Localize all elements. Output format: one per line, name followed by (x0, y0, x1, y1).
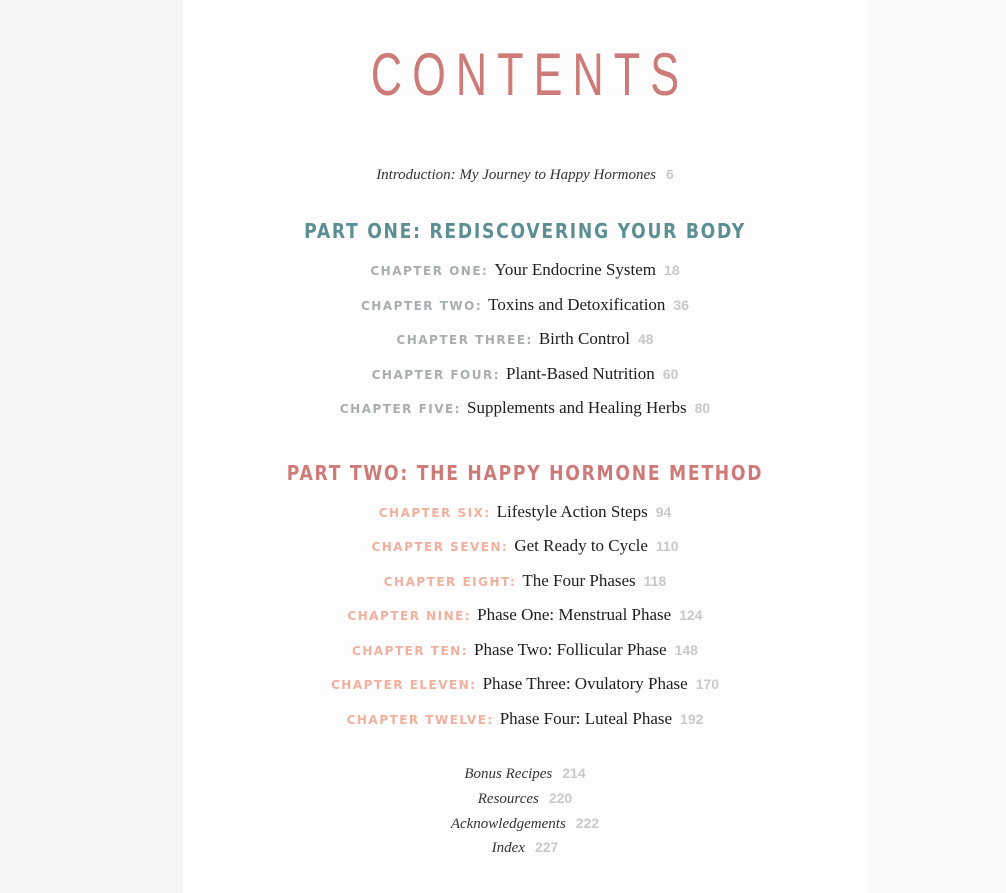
toc-entry-title: Introduction: My Journey to Happy Hormones (376, 167, 656, 183)
toc-page-number: 6 (666, 166, 674, 182)
chapter-title: Plant-Based Nutrition (506, 364, 655, 383)
chapter-label: CHAPTER FIVE: (339, 402, 462, 416)
toc-page-number: 227 (534, 839, 559, 855)
chapter-title: Lifestyle Action Steps (496, 502, 648, 521)
toc-chapter-eleven[interactable] (183, 674, 867, 694)
toc-entry-title: Acknowledgements (450, 816, 566, 832)
toc-entry-title: Bonus Recipes (464, 766, 553, 782)
chapter-page-number: 148 (674, 642, 698, 658)
toc-chapter-seven[interactable] (183, 536, 867, 556)
chapter-label: CHAPTER SIX: (378, 506, 491, 520)
chapter-label: CHAPTER THREE: (396, 333, 533, 347)
toc-chapter-nine[interactable] (183, 605, 867, 625)
toc-chapter-eight[interactable] (183, 571, 867, 591)
chapter-page-number: 124 (679, 607, 703, 623)
chapter-page-number: 118 (643, 573, 667, 589)
chapter-page-number: 192 (680, 711, 704, 727)
chapter-title: Phase Three: Ovulatory Phase (482, 674, 688, 693)
chapter-title: Get Ready to Cycle (514, 536, 648, 555)
toc-chapter-one[interactable] (183, 260, 867, 280)
toc-page-number: 222 (575, 815, 600, 831)
toc-acknowledgements[interactable] (183, 813, 867, 833)
chapter-title: The Four Phases (522, 571, 636, 590)
chapter-label: CHAPTER TWO: (360, 299, 483, 313)
part-two-heading: PART TWO: THE HAPPY HORMONE METHOD (286, 461, 764, 485)
toc-introduction[interactable] (183, 164, 867, 184)
toc-chapter-ten[interactable] (183, 640, 867, 660)
chapter-label: CHAPTER ONE: (370, 264, 489, 278)
toc-chapter-five[interactable] (183, 398, 867, 418)
book-page (183, 0, 867, 893)
toc-entry-title: Index (491, 840, 525, 856)
toc-resources[interactable] (183, 788, 867, 808)
toc-index[interactable] (183, 837, 867, 857)
chapter-page-number: 170 (695, 676, 720, 692)
toc-page-number: 214 (562, 765, 586, 781)
page-title: CONTENTS (370, 41, 690, 108)
chapter-page-number: 18 (664, 262, 680, 278)
chapter-page-number: 48 (637, 331, 654, 347)
part-one-heading: PART ONE: REDISCOVERING YOUR BODY (304, 219, 746, 243)
toc-page-number: 220 (548, 790, 573, 806)
chapter-title: Birth Control (538, 329, 630, 348)
chapter-label: CHAPTER FOUR: (371, 368, 501, 382)
chapter-title: Your Endocrine System (494, 260, 657, 279)
chapter-label: CHAPTER NINE: (347, 609, 472, 623)
chapter-page-number: 36 (673, 297, 689, 313)
chapter-page-number: 80 (694, 400, 711, 416)
toc-chapter-two[interactable] (183, 295, 867, 315)
toc-bonus-recipes[interactable] (183, 763, 867, 783)
chapter-title: Supplements and Healing Herbs (467, 398, 687, 417)
chapter-page-number: 60 (662, 366, 679, 382)
toc-chapter-twelve[interactable] (183, 709, 867, 729)
chapter-page-number: 110 (655, 538, 679, 554)
chapter-title: Phase Four: Luteal Phase (499, 709, 673, 728)
chapter-label: CHAPTER TWELVE: (346, 713, 494, 727)
chapter-title: Phase Two: Follicular Phase (474, 640, 667, 659)
toc-chapter-four[interactable] (183, 364, 867, 384)
chapter-label: CHAPTER ELEVEN: (330, 678, 477, 692)
chapter-page-number: 94 (655, 504, 672, 520)
toc-entry-title: Resources (477, 791, 539, 807)
chapter-label: CHAPTER EIGHT: (383, 575, 517, 589)
chapter-title: Toxins and Detoxification (488, 295, 666, 314)
toc-chapter-six[interactable] (183, 502, 867, 522)
chapter-title: Phase One: Menstrual Phase (477, 605, 672, 624)
toc-chapter-three[interactable] (183, 329, 867, 349)
page-edge (867, 0, 1006, 893)
chapter-label: CHAPTER SEVEN: (371, 540, 509, 554)
chapter-label: CHAPTER TEN: (352, 644, 469, 658)
